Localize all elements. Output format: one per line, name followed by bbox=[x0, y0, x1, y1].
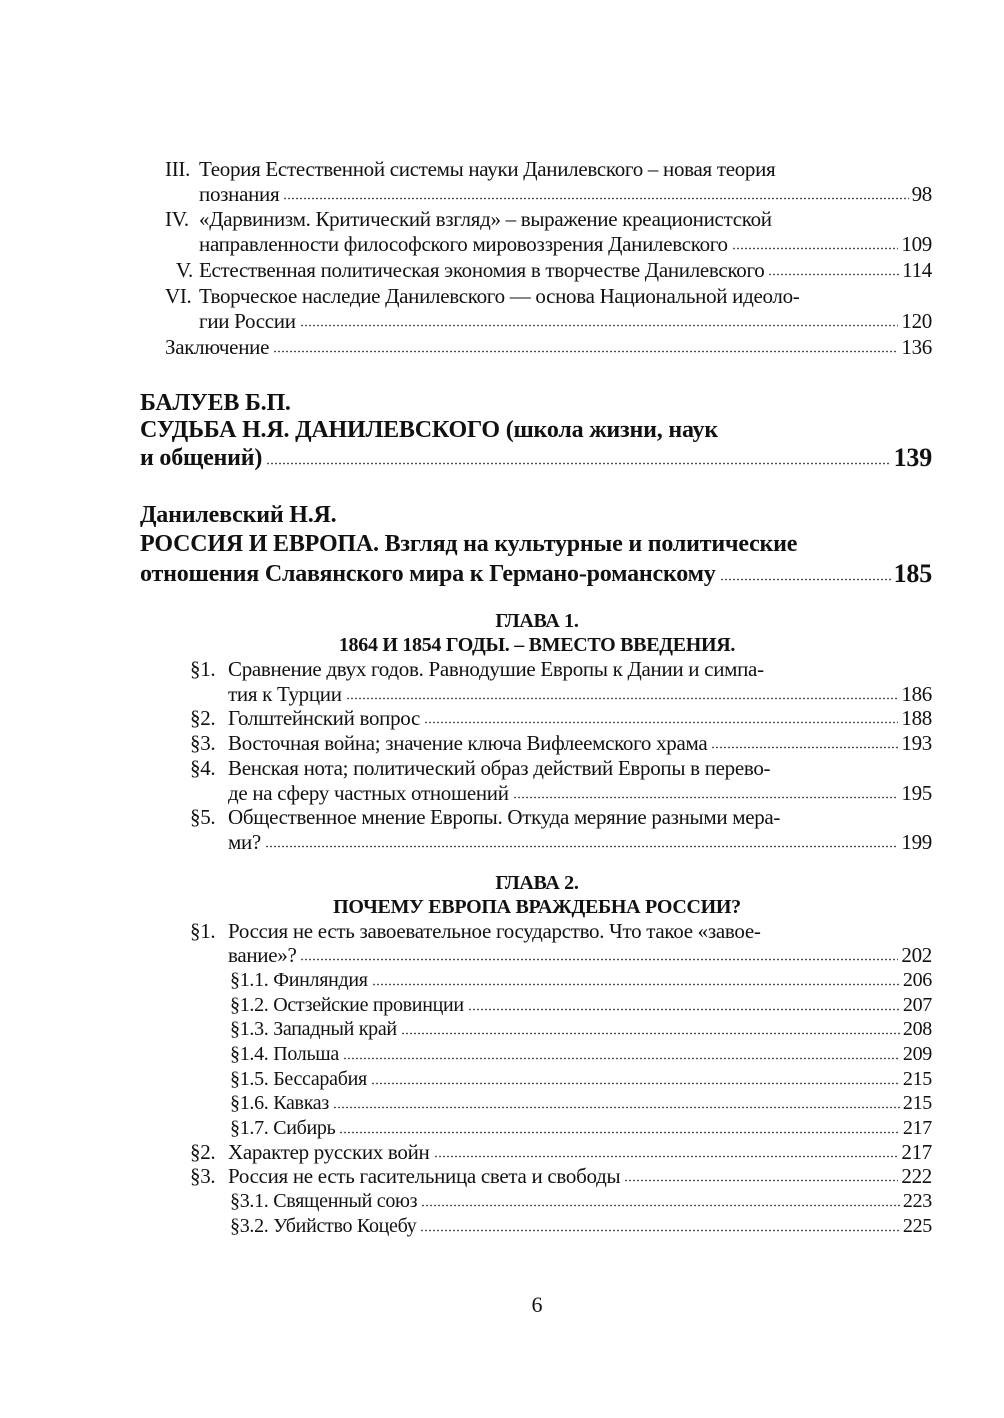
entry-page-number: 139 bbox=[893, 443, 932, 472]
dot-leader bbox=[424, 721, 898, 724]
dot-leader bbox=[768, 273, 899, 276]
toc-entry bbox=[165, 257, 932, 283]
entry-title: Восточная война; значение ключа Вифлеемского храма bbox=[228, 731, 708, 755]
toc-entry bbox=[140, 500, 932, 530]
entry-title: §1.2. Остзейские провинции bbox=[230, 994, 464, 1016]
entry-title: Творческое наследие Данилевского — основа Национальной идеоло- bbox=[199, 284, 800, 308]
chapter-title: 1864 И 1854 ГОДЫ. – ВМЕСТО ВВЕДЕНИЯ. bbox=[338, 634, 736, 656]
entry-number: §2. bbox=[190, 706, 216, 730]
toc-entry bbox=[165, 283, 932, 309]
entry-title: §1.5. Бессарабия bbox=[230, 1068, 367, 1090]
dot-leader bbox=[346, 697, 899, 700]
dot-leader bbox=[720, 578, 891, 581]
toc-entry bbox=[165, 206, 932, 232]
entry-number: §3. bbox=[190, 731, 216, 755]
entry-title: и общений) bbox=[140, 445, 263, 471]
dot-leader bbox=[300, 958, 898, 961]
entry-title: Венская нота; политический образ действий Европы в перево- bbox=[228, 756, 771, 780]
dot-leader bbox=[434, 1155, 899, 1158]
dot-leader bbox=[513, 796, 899, 799]
toc-entry bbox=[190, 804, 932, 830]
toc-entry bbox=[199, 231, 932, 257]
entry-title: БАЛУЕВ Б.П. bbox=[140, 390, 291, 416]
entry-number: VI. bbox=[165, 284, 192, 308]
entry-page-number: 185 bbox=[893, 559, 932, 588]
toc-entry bbox=[140, 529, 932, 559]
entry-title: тия к Турции bbox=[228, 682, 342, 706]
toc-entry bbox=[165, 156, 932, 182]
dot-leader bbox=[421, 1204, 900, 1207]
dot-leader bbox=[401, 1032, 900, 1035]
toc-entry bbox=[190, 755, 932, 781]
dot-leader bbox=[711, 746, 898, 749]
entry-title: познания bbox=[199, 182, 280, 206]
entry-title: РОССИЯ И ЕВРОПА. Взгляд на культурные и политические bbox=[140, 531, 798, 557]
entry-number: §4. bbox=[190, 756, 216, 780]
entry-page-number: 193 bbox=[901, 731, 932, 755]
toc-entry bbox=[199, 181, 932, 207]
entry-title: «Дарвинизм. Критический взгляд» – выражение креационистской bbox=[199, 207, 772, 231]
toc-entry bbox=[140, 388, 932, 418]
entry-page-number: 209 bbox=[902, 1043, 932, 1065]
toc-entry bbox=[228, 780, 932, 806]
dot-leader bbox=[265, 845, 898, 848]
toc-entry bbox=[199, 308, 932, 334]
toc-entry bbox=[190, 1163, 932, 1189]
dot-leader bbox=[372, 983, 900, 986]
toc-entry bbox=[230, 992, 932, 1018]
dot-leader bbox=[273, 350, 898, 353]
dot-leader bbox=[343, 1057, 900, 1060]
dot-leader bbox=[420, 1229, 899, 1232]
toc-entry bbox=[230, 1213, 932, 1239]
entry-title: §1.1. Финляндия bbox=[230, 969, 368, 991]
entry-title: §1.7. Сибирь bbox=[230, 1117, 336, 1139]
entry-title: ми? bbox=[228, 830, 261, 854]
toc-entry bbox=[230, 1016, 932, 1042]
toc-entry bbox=[140, 559, 932, 589]
entry-title: §3.2. Убийство Коцебу bbox=[230, 1215, 417, 1237]
chapter-label: ГЛАВА 1. bbox=[495, 610, 579, 632]
toc-entry bbox=[190, 918, 932, 944]
dot-leader bbox=[371, 1082, 900, 1085]
dot-leader bbox=[266, 462, 890, 465]
dot-leader bbox=[339, 1131, 899, 1134]
dot-leader bbox=[732, 247, 899, 250]
toc-entry bbox=[230, 967, 932, 993]
chapter-label: ГЛАВА 2. bbox=[495, 872, 579, 894]
entry-title: СУДЬБА Н.Я. ДАНИЛЕВСКОГО (школа жизни, наук bbox=[140, 417, 718, 443]
entry-title: Естественная политическая экономия в творчестве Данилевского bbox=[199, 258, 765, 282]
entry-title: Россия не есть завоевательное государство. Что такое «завое- bbox=[228, 919, 761, 943]
toc-entry bbox=[228, 829, 932, 855]
entry-title: Голштейнский вопрос bbox=[228, 706, 421, 730]
entry-page-number: 186 bbox=[901, 682, 932, 706]
toc-entry bbox=[228, 681, 932, 707]
toc-entry bbox=[190, 730, 932, 756]
entry-page-number: 217 bbox=[901, 1140, 932, 1164]
entry-number: §1. bbox=[190, 657, 216, 681]
dot-leader bbox=[333, 1106, 900, 1109]
dot-leader bbox=[624, 1179, 898, 1182]
entry-number: IV. bbox=[165, 207, 189, 231]
entry-page-number: 206 bbox=[902, 969, 932, 991]
entry-page-number: 202 bbox=[901, 943, 932, 967]
entry-page-number: 208 bbox=[902, 1018, 932, 1040]
entry-title: Данилевский Н.Я. bbox=[140, 502, 337, 528]
chapter-title: ПОЧЕМУ ЕВРОПА ВРАЖДЕБНА РОССИИ? bbox=[333, 896, 741, 918]
entry-page-number: 98 bbox=[911, 182, 932, 206]
toc-entry bbox=[230, 1066, 932, 1092]
entry-title: гии России bbox=[199, 309, 296, 333]
toc-entry bbox=[190, 656, 932, 682]
entry-number: III. bbox=[165, 157, 191, 181]
entry-title: Заключение bbox=[165, 335, 270, 359]
entry-page-number: 188 bbox=[901, 706, 932, 730]
entry-number: §3. bbox=[190, 1164, 216, 1188]
entry-title: Характер русских войн bbox=[228, 1140, 430, 1164]
dot-leader bbox=[283, 197, 908, 200]
entry-page-number: 120 bbox=[901, 309, 932, 333]
entry-number: V. bbox=[175, 258, 193, 282]
entry-title: Сравнение двух годов. Равнодушие Европы к Дании и симпа- bbox=[228, 657, 764, 681]
entry-page-number: 114 bbox=[902, 258, 932, 282]
toc-entry bbox=[165, 334, 932, 360]
entry-number: §2. bbox=[190, 1140, 216, 1164]
toc-entry bbox=[230, 1115, 932, 1141]
toc-entry bbox=[228, 942, 932, 968]
entry-page-number: 195 bbox=[901, 781, 932, 805]
entry-page-number: 215 bbox=[902, 1068, 932, 1090]
entry-title: вание»? bbox=[228, 943, 297, 967]
toc-entry bbox=[140, 415, 932, 445]
entry-title: направленности философского мировоззрения Данилевского bbox=[199, 232, 728, 256]
entry-page-number: 207 bbox=[902, 994, 932, 1016]
toc-entry bbox=[230, 1041, 932, 1067]
entry-title: §1.4. Польша bbox=[230, 1043, 339, 1065]
entry-page-number: 199 bbox=[901, 830, 932, 854]
entry-page-number: 223 bbox=[902, 1190, 932, 1212]
entry-title: §1.6. Кавказ bbox=[230, 1092, 329, 1114]
entry-title: Теория Естественной системы науки Данилевского – новая теория bbox=[199, 157, 776, 181]
toc-entry bbox=[190, 1139, 932, 1165]
entry-title: §3.1. Священный союз bbox=[230, 1190, 418, 1212]
page-number: 6 bbox=[531, 1292, 543, 1317]
entry-number: §1. bbox=[190, 919, 216, 943]
entry-page-number: 225 bbox=[902, 1215, 932, 1237]
toc-entry bbox=[140, 443, 932, 473]
entry-page-number: 136 bbox=[901, 335, 932, 359]
toc-entry bbox=[190, 705, 932, 731]
toc-entry bbox=[230, 1188, 932, 1214]
entry-title: §1.3. Западный край bbox=[230, 1018, 397, 1040]
entry-number: §5. bbox=[190, 805, 216, 829]
entry-page-number: 222 bbox=[901, 1164, 932, 1188]
entry-title: де на сферу частных отношений bbox=[228, 781, 509, 805]
toc-entry bbox=[230, 1090, 932, 1116]
dot-leader bbox=[300, 324, 899, 327]
dot-leader bbox=[468, 1008, 900, 1011]
entry-title: отношения Славянского мира к Германо-романскому bbox=[140, 561, 716, 587]
entry-page-number: 215 bbox=[902, 1092, 932, 1114]
entry-title: Общественное мнение Европы. Откуда меряние разными мера- bbox=[228, 805, 781, 829]
entry-page-number: 217 bbox=[902, 1117, 932, 1139]
entry-title: Россия не есть гасительница света и свободы bbox=[228, 1164, 621, 1188]
entry-page-number: 109 bbox=[901, 232, 932, 256]
